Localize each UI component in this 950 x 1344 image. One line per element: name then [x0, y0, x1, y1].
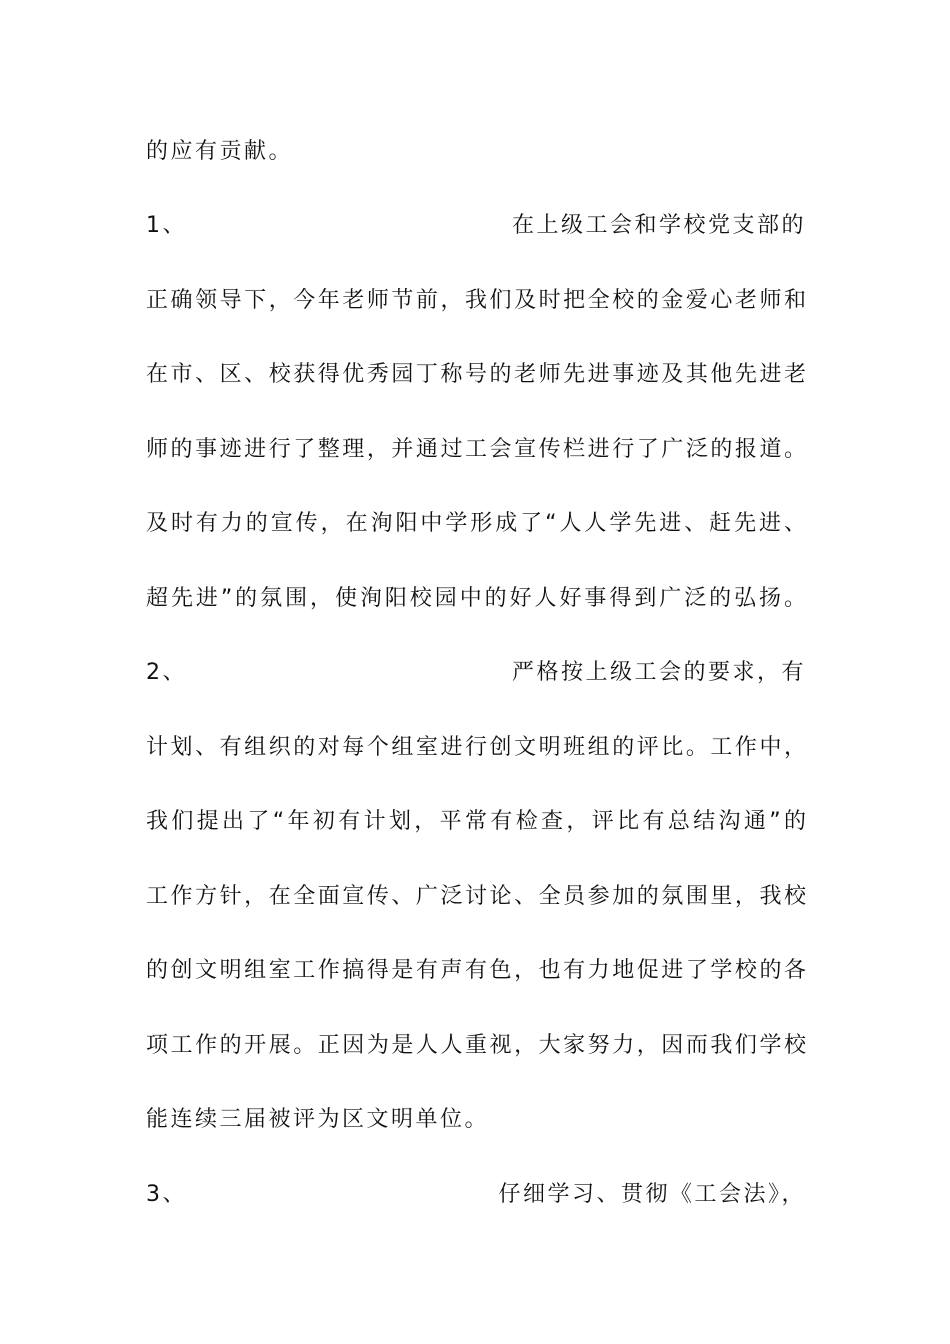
text-line: 我们提出了“年初有计划，平常有检查，评比有总结沟通”的	[146, 809, 806, 834]
numbered-item-1	[146, 206, 806, 246]
item-text: 在上级工会和学校党支部的	[511, 213, 806, 238]
text-line: 的应有贡献。	[146, 139, 294, 164]
text-line: 项工作的开展。正因为是人人重视，大家努力，因而我们学校	[146, 1033, 806, 1058]
text-line: 在市、区、校获得优秀园丁称号的老师先进事迹及其他先进老	[146, 362, 806, 387]
text-line: 能连续三届被评为区文明单位。	[146, 1107, 490, 1132]
text-line: 计划、有组织的对每个组室进行创文明班组的评比。工作中，	[146, 735, 806, 760]
item-number: 2、	[146, 660, 187, 685]
item-text: 仔细学习、贯彻《工会法》，	[498, 1182, 806, 1207]
text-line: 及时有力的宣传，在洵阳中学形成了“人人学先进、赶先进、	[146, 511, 806, 536]
item-text: 严格按上级工会的要求，有	[511, 660, 806, 685]
item-number: 1、	[146, 213, 187, 238]
text-line: 超先进”的氛围，使洵阳校园中的好人好事得到广泛的弘扬。	[146, 586, 806, 611]
text-line: 工作方针，在全面宣传、广泛讨论、全员参加的氛围里，我校	[146, 884, 806, 909]
numbered-item-2	[146, 653, 806, 693]
text-line: 师的事迹进行了整理，并通过工会宣传栏进行了广泛的报道。	[146, 437, 806, 462]
text-line: 的创文明组室工作搞得是有声有色，也有力地促进了学校的各	[146, 958, 806, 983]
text-line: 正确领导下，今年老师节前，我们及时把全校的金爱心老师和	[146, 288, 806, 313]
numbered-item-3	[146, 1175, 806, 1215]
item-number: 3、	[146, 1182, 187, 1207]
